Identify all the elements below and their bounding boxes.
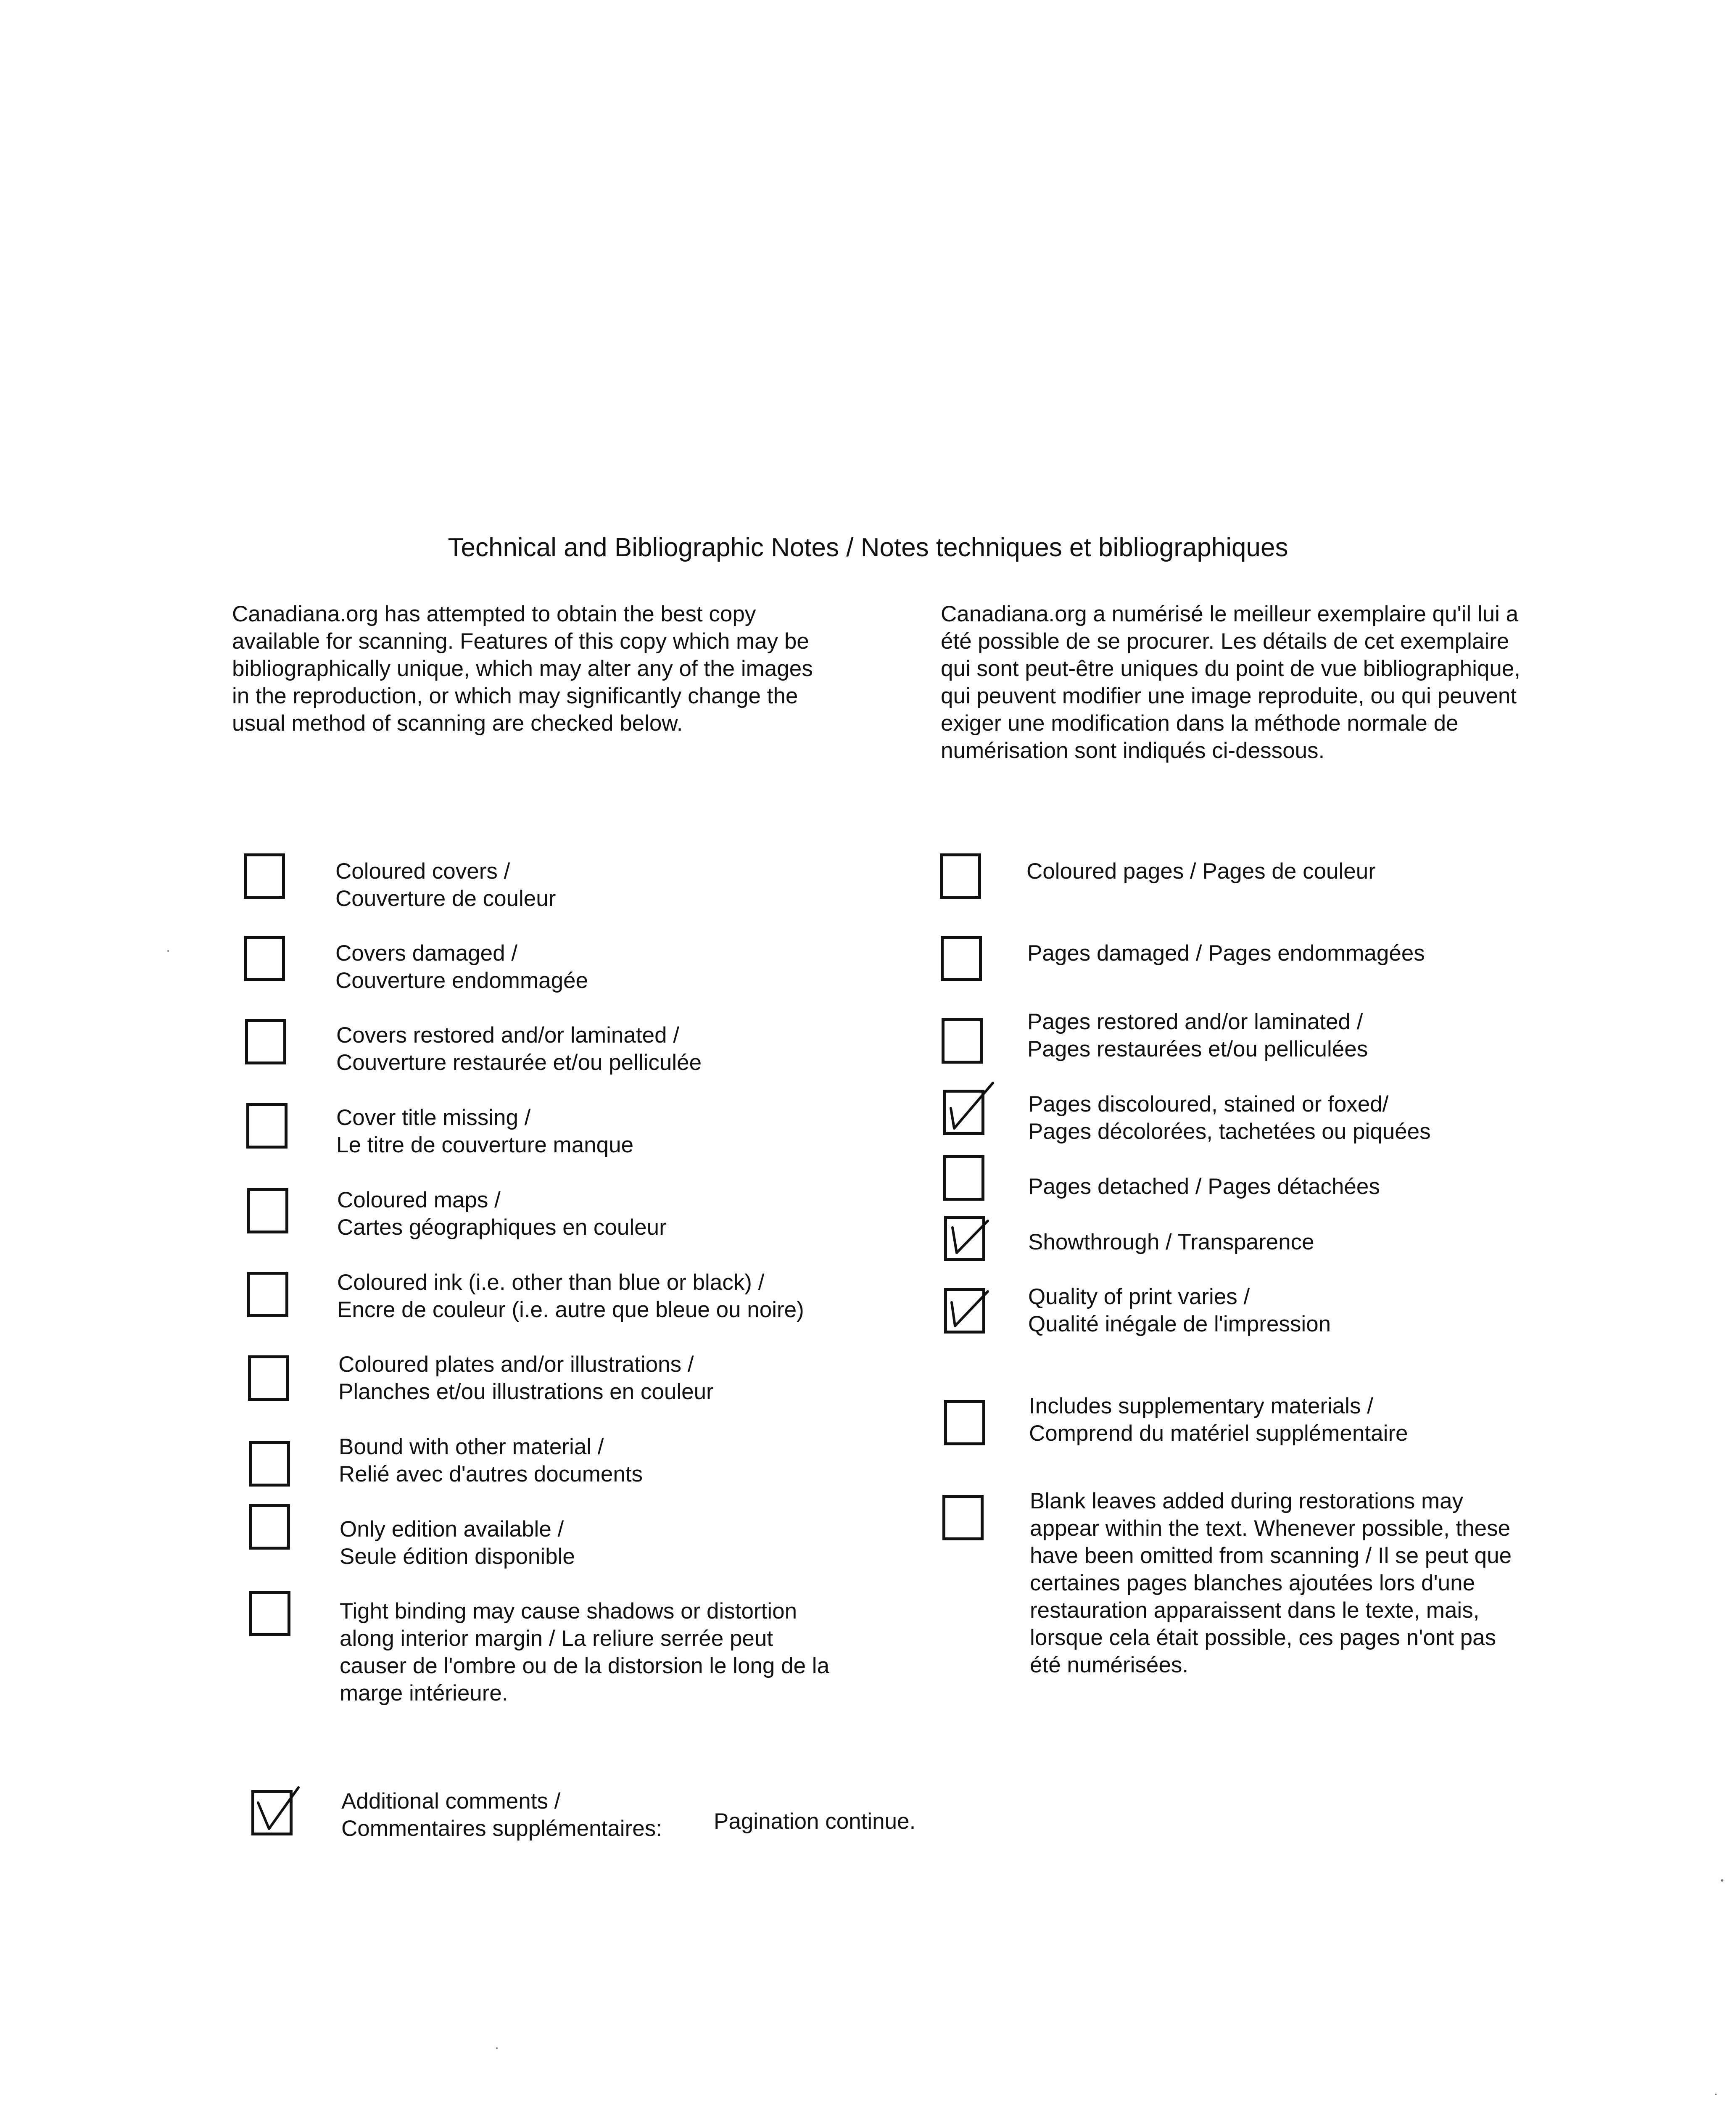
label-coloured-covers: Coloured covers / Couverture de couleur bbox=[335, 859, 556, 911]
label-additional-comments: Additional comments / Commentaires supplémentaires: bbox=[341, 1789, 662, 1841]
checkmark-icon bbox=[944, 1216, 985, 1261]
checkbox-blank-leaves[interactable] bbox=[942, 1495, 984, 1540]
label-pages-discoloured: Pages discoloured, stained or foxed/ Pages décolorées, tachetées ou piquées bbox=[1028, 1092, 1431, 1144]
checkbox-showthrough[interactable] bbox=[944, 1216, 985, 1261]
label-quality-of-print: Quality of print varies / Qualité inégale de l'impression bbox=[1028, 1284, 1331, 1336]
intro-english: Canadiana.org has attempted to obtain the best copy available for scanning. Features of this copy which may be bibliographically unique, which may alter any of the images in the reproduction, or which may significantly change the usual method of scanning are checked below. bbox=[232, 602, 813, 736]
checkbox-pages-discoloured[interactable] bbox=[943, 1090, 984, 1135]
label-covers-restored: Covers restored and/or laminated / Couverture restaurée et/ou pelliculée bbox=[336, 1023, 702, 1075]
checkbox-supplementary[interactable] bbox=[944, 1400, 985, 1445]
checkbox-coloured-ink[interactable] bbox=[247, 1272, 288, 1317]
checkbox-coloured-pages[interactable] bbox=[940, 853, 981, 899]
page-title: Technical and Bibliographic Notes / Notes techniques et bibliographiques bbox=[448, 533, 1288, 562]
label-coloured-maps: Coloured maps / Cartes géographiques en couleur bbox=[337, 1188, 667, 1240]
checkbox-only-edition[interactable] bbox=[249, 1504, 290, 1550]
label-cover-title-missing: Cover title missing / Le titre de couverture manque bbox=[336, 1105, 634, 1157]
label-pages-restored: Pages restored and/or laminated / Pages restaurées et/ou pelliculées bbox=[1027, 1009, 1368, 1062]
checkbox-pages-damaged[interactable] bbox=[941, 936, 982, 981]
label-coloured-ink: Coloured ink (i.e. other than blue or black) / Encre de couleur (i.e. autre que bleue ou noire) bbox=[337, 1270, 804, 1322]
checkmark-icon bbox=[943, 1090, 984, 1135]
checkbox-covers-damaged[interactable] bbox=[244, 936, 285, 981]
checkbox-cover-title-missing[interactable] bbox=[246, 1103, 288, 1149]
label-covers-damaged: Covers damaged / Couverture endommagée bbox=[335, 941, 588, 993]
label-supplementary: Includes supplementary materials / Comprend du matériel supplémentaire bbox=[1029, 1394, 1408, 1446]
label-coloured-pages: Coloured pages / Pages de couleur bbox=[1026, 859, 1376, 884]
checkbox-additional-comments[interactable] bbox=[251, 1790, 293, 1835]
intro-french: Canadiana.org a numérisé le meilleur exemplaire qu'il lui a été possible de se procurer. Les détails de cet exemplaire qui sont peut-être uniques du point de vue bibliographique, qui peuvent modifier une image reproduite, ou qui peuvent exiger une modification dans la méthode normale de numérisation sont indiqués ci-dessous. bbox=[941, 602, 1521, 763]
label-blank-leaves: Blank leaves added during restorations may appear within the text. Whenever possible, these have been omitted from scanning / Il se peut que certaines pages blanches ajoutées lors d'une restauration apparaissent dans le texte, mais, lorsque cela était possible, ces pages n'ont pas été numérisées. bbox=[1030, 1489, 1512, 1677]
checkbox-pages-detached[interactable] bbox=[943, 1155, 984, 1201]
label-bound-with: Bound with other material / Relié avec d'autres documents bbox=[339, 1434, 643, 1487]
label-pages-damaged: Pages damaged / Pages endommagées bbox=[1027, 941, 1425, 966]
checkbox-coloured-covers[interactable] bbox=[244, 853, 285, 899]
checkmark-icon bbox=[251, 1790, 293, 1835]
label-coloured-plates: Coloured plates and/or illustrations / Planches et/ou illustrations en couleur bbox=[338, 1352, 714, 1404]
checkbox-coloured-maps[interactable] bbox=[247, 1188, 288, 1233]
label-only-edition: Only edition available / Seule édition disponible bbox=[340, 1517, 575, 1569]
checkmark-icon bbox=[944, 1288, 985, 1334]
label-showthrough: Showthrough / Transparence bbox=[1028, 1230, 1314, 1254]
checkbox-covers-restored[interactable] bbox=[245, 1019, 286, 1064]
comment-value: Pagination continue. bbox=[714, 1809, 916, 1834]
label-tight-binding: Tight binding may cause shadows or distortion along interior margin / La reliure serrée peut causer de l'ombre ou de la distorsion le long de la marge intérieure. bbox=[340, 1599, 830, 1706]
checkbox-coloured-plates[interactable] bbox=[248, 1355, 289, 1401]
checkbox-pages-restored[interactable] bbox=[942, 1018, 983, 1064]
checkbox-quality-of-print[interactable] bbox=[944, 1288, 985, 1334]
label-pages-detached: Pages detached / Pages détachées bbox=[1028, 1174, 1380, 1199]
checkbox-bound-with[interactable] bbox=[249, 1441, 290, 1487]
checkbox-tight-binding[interactable] bbox=[249, 1591, 290, 1636]
